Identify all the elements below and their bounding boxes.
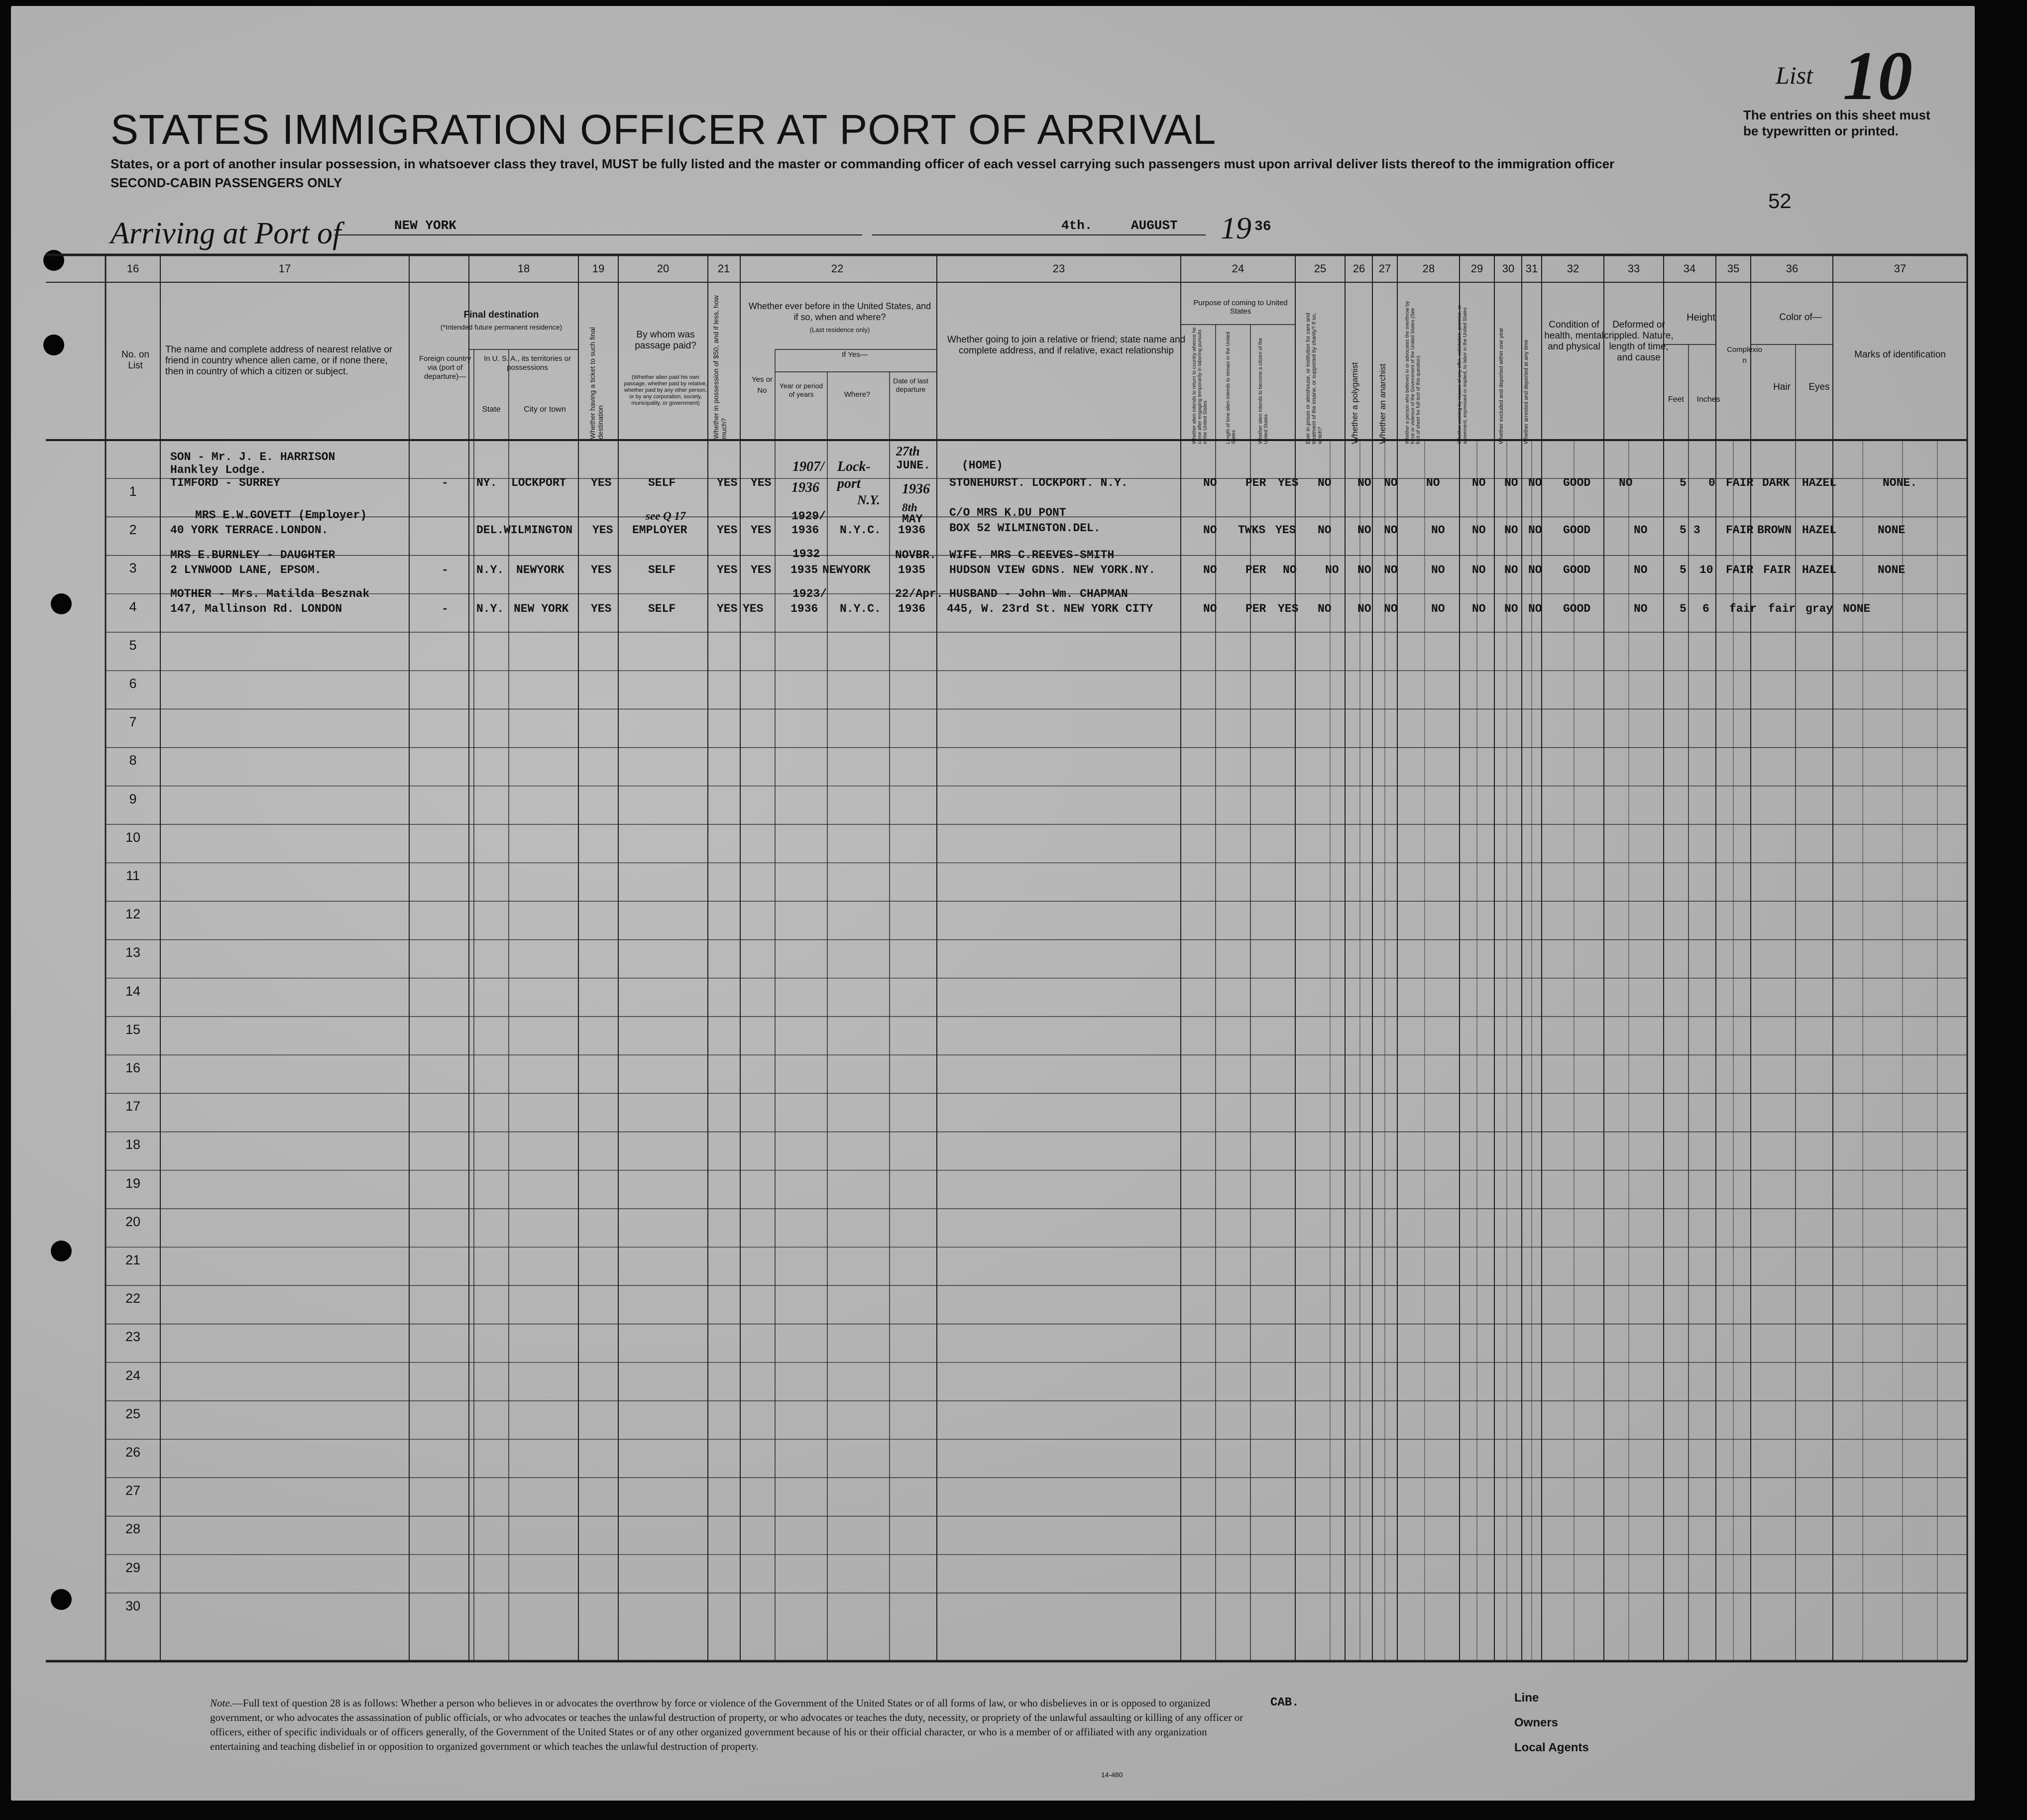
column-number: 21 bbox=[717, 262, 730, 275]
before-yes-no: YES bbox=[751, 564, 772, 576]
relative-address: 2 LYNWOOD LANE, EPSOM. bbox=[170, 564, 322, 576]
header-foreign-via: Foreign country via (port of departure)— bbox=[419, 354, 471, 381]
header-state: State bbox=[482, 405, 501, 414]
header-where: Where? bbox=[844, 390, 871, 399]
year-suffix: 36 bbox=[1254, 219, 1271, 234]
row-number: 30 bbox=[125, 1598, 141, 1613]
complexion: fair bbox=[1729, 602, 1757, 615]
header-last-departure: Date of last departure bbox=[893, 377, 928, 393]
form-number: 14-480 bbox=[1101, 1771, 1123, 1779]
before-yes-no: YES bbox=[743, 602, 764, 615]
years: 1932 bbox=[792, 548, 820, 561]
length-stay: TWKS bbox=[1238, 524, 1266, 537]
labor-offer: NO bbox=[1472, 564, 1486, 576]
complexion: FAIR bbox=[1726, 476, 1754, 489]
q28: NO bbox=[1426, 476, 1440, 489]
ticket: YES bbox=[591, 476, 612, 489]
dest-city: LOCKPORT bbox=[511, 476, 566, 489]
row-number: 20 bbox=[125, 1214, 141, 1229]
complexion: FAIR bbox=[1726, 524, 1754, 537]
dest-city: NEWYORK bbox=[516, 564, 564, 576]
header-passage-paid-note: (Whether alien paid his own passage, whether paid by relative, whether paid by any other person, or by any corporation, society, municipality, or government) bbox=[624, 374, 707, 406]
citizen-intent: YES bbox=[1275, 524, 1296, 537]
years: 1929/ bbox=[791, 510, 826, 523]
column-number: 24 bbox=[1232, 262, 1244, 275]
joining: (HOME) bbox=[962, 459, 1003, 472]
marks: NONE bbox=[1878, 524, 1906, 537]
paid-by: SELF bbox=[648, 602, 676, 615]
row-number: 16 bbox=[125, 1060, 141, 1075]
polygamist: NO bbox=[1357, 564, 1371, 576]
relative-address: Hankley Lodge. bbox=[170, 463, 267, 476]
departure: 1936 bbox=[898, 602, 926, 615]
relative-name: MRS E.W.GOVETT (Employer) bbox=[195, 509, 367, 522]
years: 1936 bbox=[791, 524, 819, 537]
header-50-dollars: Whether in possession of $50, and if less, how much? bbox=[712, 295, 728, 439]
hair: DARK bbox=[1762, 476, 1790, 489]
ticket: YES bbox=[591, 602, 612, 615]
hair: fair bbox=[1768, 602, 1796, 615]
joining: BOX 52 WILMINGTON.DEL. bbox=[949, 522, 1101, 535]
paid-by: EMPLOYER bbox=[632, 524, 687, 537]
height-feet: 5 bbox=[1680, 564, 1687, 576]
eyes: HAZEL bbox=[1802, 476, 1837, 489]
citizen-intent: NO bbox=[1283, 564, 1297, 576]
note-label: Note. bbox=[210, 1697, 232, 1709]
health: GOOD bbox=[1563, 476, 1591, 489]
before-yes-no: YES bbox=[751, 476, 772, 489]
foreign-via: - bbox=[442, 476, 449, 489]
instruction-line: be typewritten or printed. bbox=[1743, 123, 1899, 138]
header-marks: Marks of identification bbox=[1854, 349, 1946, 360]
has-50: YES bbox=[717, 602, 738, 615]
row-number: 4 bbox=[129, 599, 137, 614]
height-feet: 5 bbox=[1680, 602, 1687, 615]
header-final-destination-note: (*Intended future permanent residence) bbox=[440, 323, 563, 331]
column-number: 33 bbox=[1627, 262, 1640, 275]
row-number: 14 bbox=[125, 983, 141, 999]
length-stay: PER bbox=[1245, 564, 1266, 576]
prison: NO bbox=[1318, 602, 1332, 615]
page-code: 52 bbox=[1768, 189, 1792, 213]
column-number: 32 bbox=[1567, 262, 1579, 275]
year-prefix: 19 bbox=[1221, 212, 1251, 245]
list-number: 10 bbox=[1843, 37, 1913, 114]
column-number: 18 bbox=[517, 262, 530, 275]
where: N.Y.C. bbox=[840, 524, 881, 537]
return-intent: NO bbox=[1203, 564, 1217, 576]
header-complexion: Complexion bbox=[1727, 345, 1762, 365]
row-number: 26 bbox=[125, 1445, 141, 1460]
dest-city: NEW YORK bbox=[514, 602, 569, 615]
citizen-intent: YES bbox=[1278, 476, 1299, 489]
q28: NO bbox=[1431, 564, 1445, 576]
column-number: 17 bbox=[278, 262, 291, 275]
row-number: 9 bbox=[129, 791, 137, 806]
arrested: NO bbox=[1528, 524, 1542, 537]
row-number: 21 bbox=[125, 1252, 141, 1267]
polygamist: NO bbox=[1357, 524, 1371, 537]
row-number: 27 bbox=[125, 1483, 141, 1498]
excluded: NO bbox=[1504, 476, 1518, 489]
header-joining-relative: Whether going to join a relative or friend; state name and complete address, and if relative, exact relationship bbox=[947, 335, 1186, 356]
departure: MAY bbox=[902, 513, 923, 526]
row-number: 29 bbox=[125, 1560, 141, 1575]
header-labor-offer: Whether coming by reason of any offer, solicitation, promise, or agreement, expressed or implied, to labor in the United States bbox=[1457, 305, 1468, 444]
q28: NO bbox=[1431, 524, 1445, 537]
column-number: 30 bbox=[1502, 262, 1515, 275]
instruction-line: The entries on this sheet must bbox=[1743, 108, 1930, 122]
row-number: 17 bbox=[125, 1099, 141, 1114]
marks: NONE bbox=[1843, 602, 1871, 615]
deformed: NO bbox=[1634, 564, 1648, 576]
row-number: 7 bbox=[129, 714, 137, 730]
height-inches: 6 bbox=[1702, 602, 1709, 615]
header-relative: The name and complete address of nearest relative or friend in country whence alien came, or if none there, then in country of which a citizen or subject. bbox=[165, 344, 393, 377]
header-height-label: Height bbox=[1687, 312, 1715, 323]
header-hair: Hair bbox=[1773, 382, 1791, 392]
marks: NONE. bbox=[1883, 476, 1917, 489]
agents-label: Local Agents bbox=[1514, 1741, 1589, 1754]
header-deformed: Deformed or crippled. Nature, length of time, and cause bbox=[1604, 320, 1674, 363]
row-number: 10 bbox=[125, 829, 141, 845]
where: N.Y.C. bbox=[840, 602, 881, 615]
q28: NO bbox=[1431, 602, 1445, 615]
row-number: 12 bbox=[125, 907, 141, 922]
header-arrested: Whether arrested and deported at any time bbox=[1523, 340, 1529, 444]
labor-offer: NO bbox=[1472, 476, 1486, 489]
anarchist: NO bbox=[1384, 564, 1398, 576]
ticket: YES bbox=[592, 524, 613, 537]
relative-address: 147, Mallinson Rd. LONDON bbox=[170, 602, 342, 615]
paid-by: SELF bbox=[648, 564, 676, 576]
departure: 27th bbox=[896, 444, 920, 458]
header-inches: Inches bbox=[1696, 395, 1720, 404]
anarchist: NO bbox=[1384, 476, 1398, 489]
header-color-of: Color of— bbox=[1779, 312, 1822, 323]
relative-name: SON - Mr. J. E. HARRISON bbox=[170, 451, 336, 463]
owners-label: Owners bbox=[1514, 1716, 1559, 1729]
prison: NO bbox=[1318, 476, 1332, 489]
header-anarchist: Whether an anarchist bbox=[1378, 363, 1387, 444]
where: port bbox=[837, 476, 861, 491]
header-year-period: Year or period of years bbox=[779, 382, 823, 398]
years: 1935 bbox=[790, 564, 818, 576]
labor-offer: NO bbox=[1472, 602, 1486, 615]
column-number: 37 bbox=[1894, 262, 1907, 275]
arrested: NO bbox=[1528, 476, 1542, 489]
arrested: NO bbox=[1528, 602, 1542, 615]
return-intent: NO bbox=[1203, 602, 1217, 615]
column-number: 31 bbox=[1525, 262, 1538, 275]
row-number: 19 bbox=[125, 1175, 141, 1191]
header-yes-or-no: Yes or No bbox=[752, 375, 773, 395]
years: 1923/ bbox=[792, 587, 827, 600]
excluded: NO bbox=[1504, 564, 1518, 576]
column-number: 28 bbox=[1422, 262, 1435, 275]
row-number: 11 bbox=[125, 868, 140, 883]
header-return-intent: Whether alien intends to return to country whence he came after engaging temporarily in laboring pursuits in the United States bbox=[1192, 327, 1208, 444]
list-label: List bbox=[1776, 61, 1813, 89]
return-intent: NO bbox=[1203, 476, 1217, 489]
header-ticket: Whether having a ticket to such final destination bbox=[588, 327, 604, 439]
row-number: 28 bbox=[125, 1521, 141, 1537]
cab-label: CAB. bbox=[1270, 1696, 1299, 1709]
day-value: 4th. bbox=[1061, 218, 1093, 233]
column-number: 34 bbox=[1683, 262, 1696, 275]
has-50: YES bbox=[717, 564, 738, 576]
excluded: NO bbox=[1504, 524, 1518, 537]
marks: NONE bbox=[1878, 564, 1906, 576]
row-number: 18 bbox=[125, 1137, 141, 1152]
prison: NO bbox=[1318, 524, 1332, 537]
polygamist: NO bbox=[1357, 602, 1371, 615]
years: 1936 bbox=[790, 602, 818, 615]
return-intent: NO bbox=[1203, 524, 1217, 537]
header-excluded: Whether excluded and deported within one year bbox=[1498, 328, 1504, 444]
relative-name: MOTHER - Mrs. Matilda Besznak bbox=[170, 587, 370, 600]
departure: NOVBR. bbox=[895, 549, 936, 562]
column-number: 20 bbox=[657, 262, 670, 275]
length-stay: PER bbox=[1245, 602, 1266, 615]
header-purpose: Purpose of coming to United States bbox=[1193, 299, 1288, 316]
height-inches: 10 bbox=[1699, 564, 1713, 576]
header-length-stay: Length of time alien intends to remain in the United States bbox=[1226, 332, 1237, 444]
row-number: 22 bbox=[125, 1291, 141, 1306]
departure: 1936 bbox=[902, 481, 930, 497]
month-value: AUGUST bbox=[1131, 218, 1178, 233]
joining: C/O MRS K.DU PONT bbox=[949, 506, 1066, 519]
column-number: 22 bbox=[831, 262, 844, 275]
header-health: Condition of health, mental and physical bbox=[1544, 320, 1604, 352]
column-number: 36 bbox=[1786, 262, 1799, 275]
relative-address: TIMFORD - SURREY bbox=[170, 476, 280, 489]
row-number: 8 bbox=[129, 753, 137, 768]
hair: FAIR bbox=[1763, 564, 1791, 576]
deformed: NO bbox=[1634, 602, 1648, 615]
where: Lock- bbox=[837, 459, 871, 474]
where: N.Y. bbox=[857, 493, 880, 507]
header-prison: Ever in prison or almshouse, or institution for care and treatment of the insane, or supported by charity? If so, which? bbox=[1305, 313, 1323, 444]
column-number: 19 bbox=[592, 262, 605, 275]
foreign-via: - bbox=[442, 564, 449, 576]
foreign-via: - bbox=[442, 602, 449, 615]
header-city: City or town bbox=[524, 405, 566, 414]
dest-state: N.Y. bbox=[476, 602, 504, 615]
row-number: 6 bbox=[129, 676, 137, 691]
port-value: NEW YORK bbox=[394, 218, 456, 233]
header-usa: In U. S. A., its territories or possessions bbox=[483, 354, 571, 372]
header-polygamist: Whether a polygamist bbox=[1350, 362, 1359, 444]
row-number: 13 bbox=[125, 945, 141, 960]
header-citizen-intent: Whether alien intends to become a citizen of the United States bbox=[1258, 338, 1269, 444]
height-feet: 5 bbox=[1680, 524, 1687, 537]
column-number: 29 bbox=[1470, 262, 1483, 275]
column-number: 26 bbox=[1352, 262, 1365, 275]
where: NEWYORK bbox=[822, 564, 871, 576]
header-final-destination: Final destination bbox=[463, 310, 539, 320]
row-number: 23 bbox=[125, 1329, 141, 1345]
header-before-in-us: Whether ever before in the United States, and if so, when and where? bbox=[748, 301, 931, 322]
deformed: NO bbox=[1634, 524, 1648, 537]
header-height: Feet bbox=[1668, 395, 1684, 404]
joining: STONEHURST. LOCKPORT. N.Y. bbox=[949, 476, 1128, 489]
departure: 1936 bbox=[898, 524, 926, 537]
joining: HUDSON VIEW GDNS. NEW YORK.NY. bbox=[949, 564, 1156, 576]
deformed: NO bbox=[1619, 476, 1633, 489]
has-50: YES bbox=[717, 524, 738, 537]
height-feet: 5 bbox=[1680, 476, 1687, 489]
polygamist: NO bbox=[1357, 476, 1371, 489]
departure: 8th bbox=[902, 501, 917, 514]
row-number: 3 bbox=[129, 561, 137, 576]
row-number: 5 bbox=[129, 637, 137, 653]
health: GOOD bbox=[1563, 564, 1591, 576]
length-stay: PER bbox=[1245, 476, 1266, 489]
height-inches: 0 bbox=[1708, 476, 1715, 489]
ticket: YES bbox=[591, 564, 612, 576]
complexion: FAIR bbox=[1726, 564, 1754, 576]
has-50: YES bbox=[717, 476, 738, 489]
paid-by: SELF bbox=[648, 476, 676, 489]
citizen-intent: YES bbox=[1278, 602, 1299, 615]
column-number: 25 bbox=[1314, 262, 1327, 275]
joining: HUSBAND - John Wm. CHAPMAN bbox=[949, 587, 1128, 600]
before-yes-no: YES bbox=[751, 524, 772, 537]
row-number: 25 bbox=[125, 1406, 141, 1421]
years: 1936 bbox=[791, 480, 819, 495]
footnote-q28 bbox=[210, 1696, 1255, 1754]
line-label: Line bbox=[1514, 1691, 1539, 1705]
departure: 22/Apr. bbox=[895, 587, 943, 600]
column-number: 16 bbox=[126, 262, 139, 275]
dest-state: N.Y. bbox=[476, 564, 504, 576]
prison: NO bbox=[1325, 564, 1339, 576]
dest-city: WILMINGTON bbox=[504, 524, 573, 537]
header-eyes: Eyes bbox=[1808, 382, 1830, 392]
height-inches: 3 bbox=[1693, 524, 1700, 537]
excluded: NO bbox=[1504, 602, 1518, 615]
departure: 1935 bbox=[898, 564, 926, 576]
joining: 445, W. 23rd St. NEW YORK CITY bbox=[947, 602, 1153, 615]
page-title: STATES IMMIGRATION OFFICER AT PORT OF ARRIVAL bbox=[111, 106, 1217, 153]
header-before-note: (Last residence only) bbox=[809, 326, 870, 334]
header-no-on-list: No. on List bbox=[121, 349, 149, 371]
eyes: HAZEL bbox=[1802, 524, 1837, 537]
row-number: 15 bbox=[125, 1022, 141, 1037]
arrested: NO bbox=[1528, 564, 1542, 576]
row-number: 1 bbox=[129, 484, 137, 499]
dest-state: NY. bbox=[476, 476, 497, 489]
column-number: 35 bbox=[1727, 262, 1740, 275]
header-q28: Whether a person who believes in or advocates the overthrow by force or violence of the Government of the United States (See foot of sheet for full text of this question) bbox=[1405, 301, 1421, 444]
header-if-yes: If Yes— bbox=[842, 350, 868, 359]
eyes: gray bbox=[1805, 602, 1833, 615]
relative-name: MRS E.BURNLEY - DAUGHTER bbox=[170, 549, 336, 562]
years: 1907/ bbox=[792, 459, 824, 474]
column-number: 27 bbox=[1378, 262, 1391, 275]
note-text: —Full text of question 28 is as follows: Whether a person who believes in or advocates the overthrow by force or violence of the Government of the United States or of all forms of law, or who disbelieves in or is opposed to organized government, or who advocates the assassination of public officials, or who advocates or teaches the unlawful destruction of property, or who advocates or teaches the duty, necessity, or propriety of the unlawful assaulting or killing of any officer or officers, either of specific individuals or of officers generally, of the Government of the United States or of any other organized government because of his or their official character, or who is a member of or affiliated with any organization entertaining and teaching disbelief in or opposition to organized government or which teaches the unlawful destruction of property. bbox=[210, 1697, 1243, 1752]
hair: BROWN bbox=[1757, 524, 1792, 537]
cabin-label: SECOND-CABIN PASSENGERS ONLY bbox=[111, 175, 342, 190]
dest-state: DEL. bbox=[476, 524, 504, 537]
joining: WIFE. MRS C.REEVES-SMITH bbox=[949, 549, 1115, 562]
header-passage-paid: By whom was passage paid? bbox=[635, 330, 696, 351]
row-number: 24 bbox=[125, 1367, 141, 1383]
arriving-label: Arriving at Port of bbox=[111, 217, 341, 250]
health: GOOD bbox=[1563, 602, 1591, 615]
relative-address: 40 YORK TERRACE.LONDON. bbox=[170, 524, 329, 537]
paid-note: see Q 17 bbox=[646, 510, 686, 522]
labor-offer: NO bbox=[1472, 524, 1486, 537]
page-subtitle: States, or a port of another insular possession, in whatsoever class they travel, MUST be fully listed and the master or commanding officer of each vessel carrying such passengers must upon arrival deliver lists thereof to the immigration officer bbox=[111, 156, 1615, 171]
eyes: HAZEL bbox=[1802, 564, 1837, 576]
health: GOOD bbox=[1563, 524, 1591, 537]
column-number: 23 bbox=[1052, 262, 1065, 275]
departure: JUNE. bbox=[896, 459, 931, 472]
anarchist: NO bbox=[1384, 602, 1398, 615]
anarchist: NO bbox=[1384, 524, 1398, 537]
manifest-sheet bbox=[11, 6, 1975, 1801]
row-number: 2 bbox=[129, 522, 137, 538]
